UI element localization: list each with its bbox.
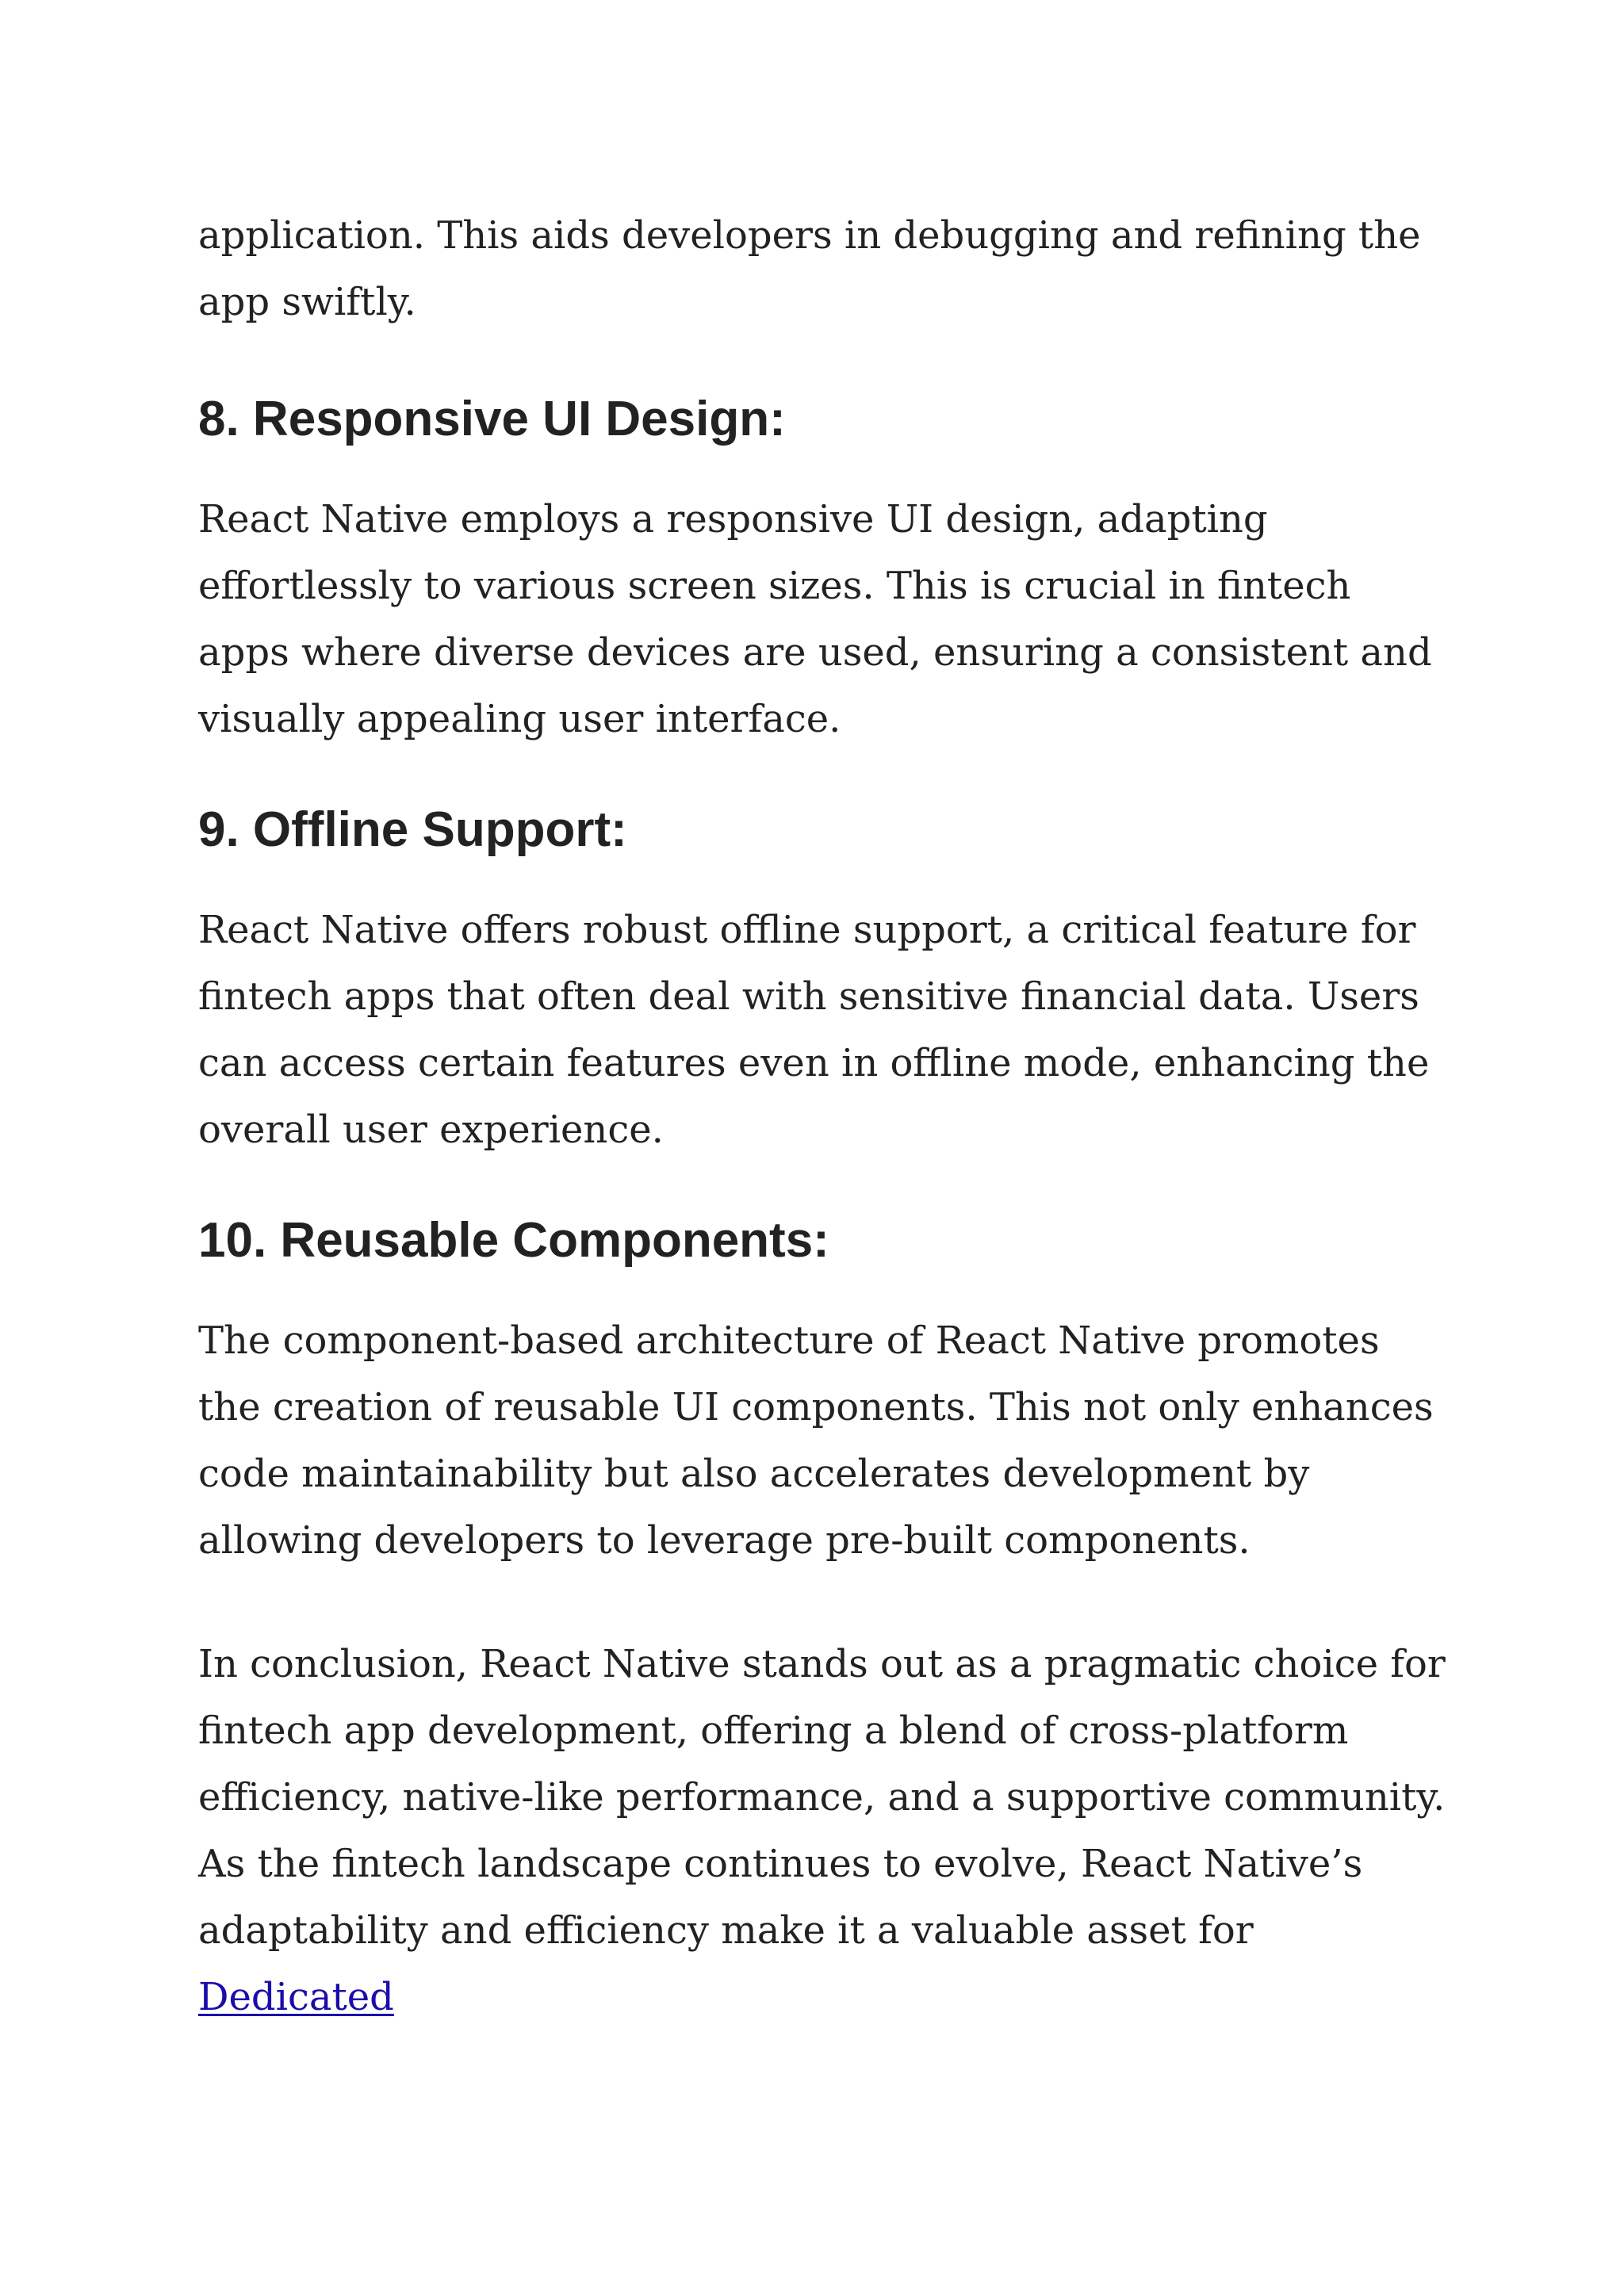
heading-offline-support: 9. Offline Support:	[198, 802, 627, 857]
paragraph-offline-support: React Native offers robust offline support, a critical feature for fintech apps that often deal with sensitive financial data. Users can access certain features even in offline mode, enhancing the overall user experience.	[198, 908, 1430, 1152]
heading-responsive-ui-design: 8. Responsive UI Design:	[198, 392, 786, 446]
paragraph-reusable-components: The component-based architecture of React Native promotes the creation of reusable UI components. This not only enhances code maintainability but also accelerates development by allowing developers to leverage pre-built components.	[198, 1318, 1434, 1563]
document-page	[198, 202, 1451, 2030]
conclusion-text: In conclusion, React Native stands out as a pragmatic choice for fintech app development, offering a blend of cross-platform efficiency, native-like performance, and a supportive community. As the fintech landscape continues to evolve, React Native’s adaptability and efficiency make it a valuable asset for	[198, 1642, 1446, 1953]
paragraph-responsive-ui: React Native employs a responsive UI design, adapting effortlessly to various screen sizes. This is crucial in fintech apps where diverse devices are used, ensuring a consistent and visually appealing user interface.	[198, 497, 1432, 741]
paragraph-conclusion	[198, 1631, 1451, 2030]
paragraph-debugging: application. This aids developers in debugging and refining the app swiftly.	[198, 213, 1421, 324]
heading-reusable-components: 10. Reusable Components:	[198, 1213, 829, 1268]
dedicated-link[interactable]: Dedicated	[198, 1975, 394, 2019]
